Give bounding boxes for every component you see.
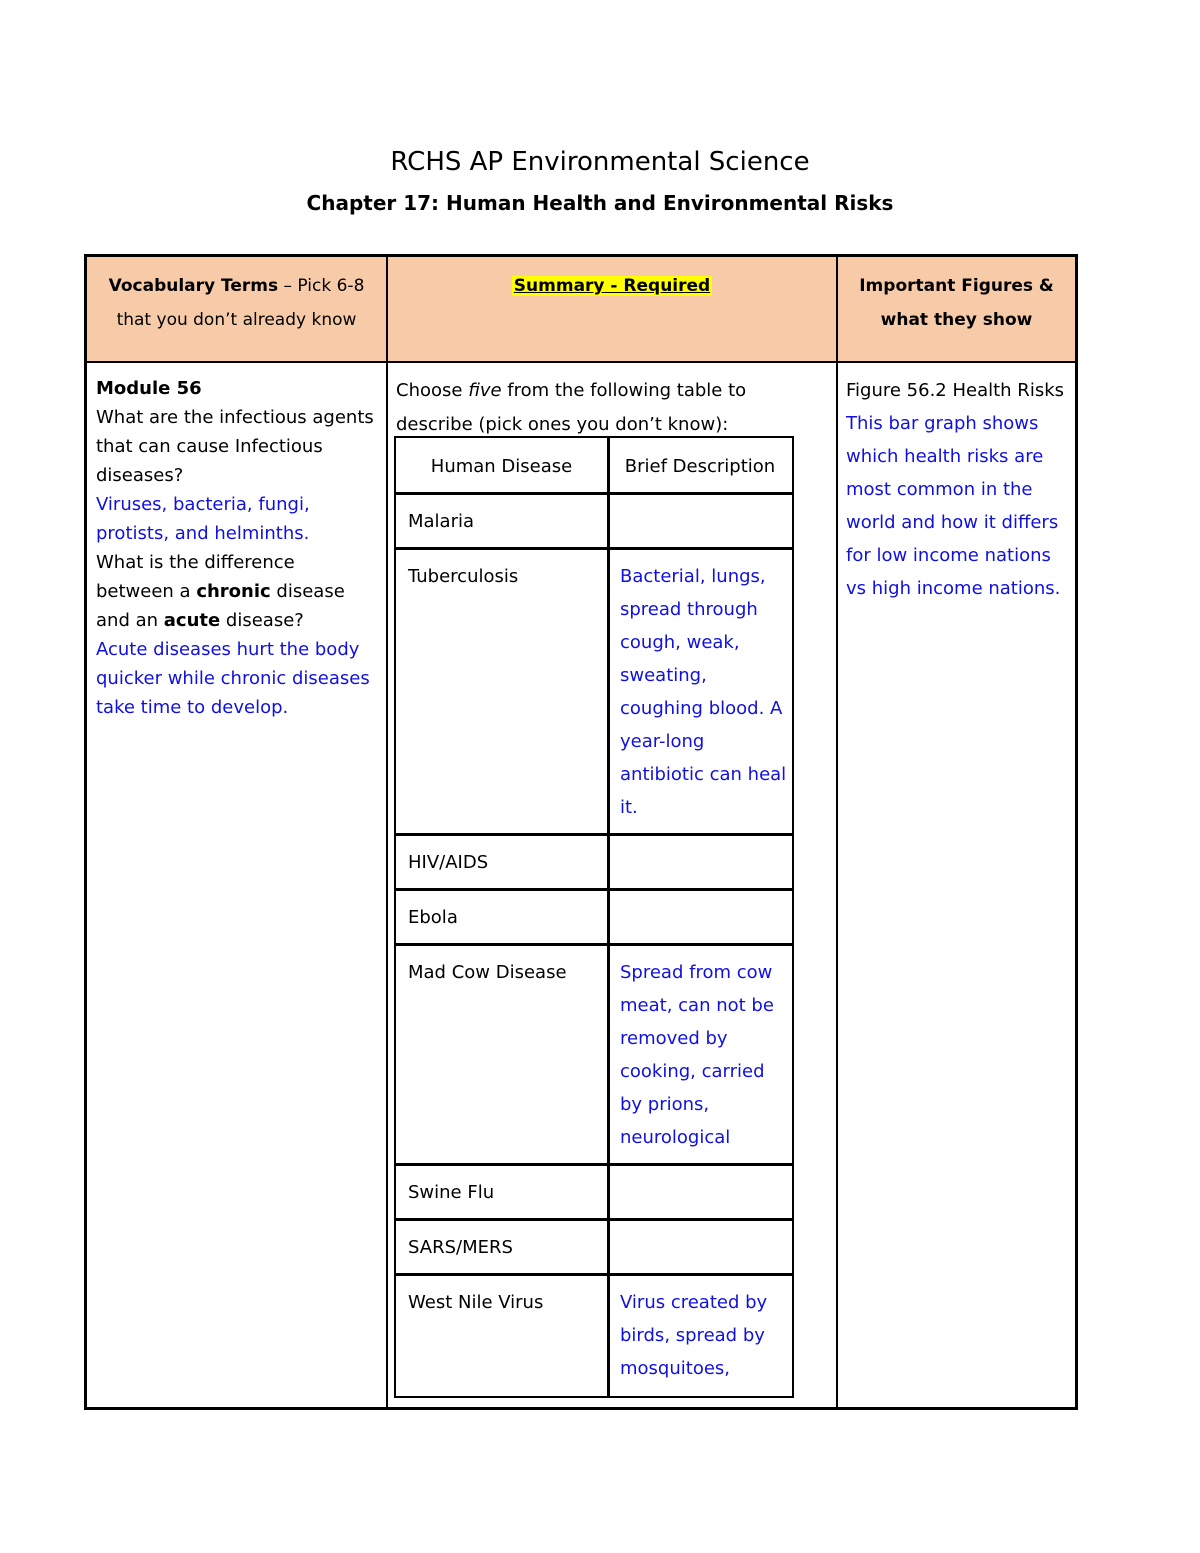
figures-header-line1: Important Figures & — [859, 276, 1054, 296]
disease-name: Malaria — [408, 511, 475, 532]
vocab-question-1: What are the infectious agents that can cause Infectious diseases? — [96, 407, 374, 486]
intro-five: five — [468, 380, 502, 401]
disease-name: SARS/MERS — [408, 1237, 513, 1258]
disease-table-header — [396, 438, 792, 495]
table-row — [396, 1221, 792, 1276]
vocab-header-line2: that you don’t already know — [116, 310, 357, 330]
column-divider-2 — [836, 257, 838, 1407]
page-subtitle: Chapter 17: Human Health and Environmental Risks — [306, 191, 894, 215]
vocab-question-2 — [96, 548, 378, 635]
disease-name: Mad Cow Disease — [408, 962, 567, 983]
page-title: RCHS AP Environmental Science — [390, 147, 810, 177]
vocab-column-header — [87, 269, 386, 337]
disease-name: Ebola — [408, 907, 458, 928]
vocab-answer-2: Acute diseases hurt the body quicker while chronic diseases take time to develop. — [96, 639, 370, 718]
disease-description: Bacterial, lungs, spread through cough, weak, sweating, coughing blood. A year-long antibiotic can heal it. — [620, 566, 787, 818]
disease-name: Tuberculosis — [408, 566, 519, 587]
disease-description: Virus created by birds, spread by mosquitoes, — [620, 1292, 768, 1379]
q2-chronic: chronic — [196, 581, 271, 602]
figure-title: Figure 56.2 Health Risks — [846, 380, 1064, 401]
q2-text-c: disease? — [220, 610, 304, 631]
q2-acute: acute — [163, 610, 221, 631]
vocab-answer-1: Viruses, bacteria, fungi, protists, and helminths. — [96, 494, 310, 544]
summary-column-header — [388, 269, 836, 303]
intro-text-b: from the following table to describe (pick ones you don’t know): — [396, 380, 747, 435]
disease-description: Spread from cow meat, can not be removed by cooking, carried by prions, neurological — [620, 962, 774, 1148]
figures-cell — [846, 374, 1070, 605]
col-header-disease: Human Disease — [430, 456, 573, 477]
intro-text-a: Choose — [396, 380, 469, 401]
figures-column-header — [838, 269, 1075, 337]
summary-intro — [396, 374, 816, 442]
module-label: Module 56 — [96, 378, 202, 399]
column-divider-1 — [386, 257, 388, 1407]
summary-required-label: Summary - Required — [513, 276, 711, 296]
table-row — [396, 1166, 792, 1221]
vocab-header-rest: – Pick 6-8 — [278, 276, 365, 296]
vocab-cell — [96, 374, 378, 722]
disease-table — [394, 436, 794, 1398]
table-row — [396, 495, 792, 550]
table-row — [396, 550, 792, 836]
table-row — [396, 891, 792, 946]
disease-name: HIV/AIDS — [408, 852, 489, 873]
figures-header-line2: what they show — [880, 310, 1033, 330]
disease-name: Swine Flu — [408, 1182, 495, 1203]
q2-text-a: What is the difference between a — [96, 552, 295, 602]
table-row — [396, 1276, 792, 1396]
table-row — [396, 946, 792, 1166]
disease-name: West Nile Virus — [408, 1292, 544, 1313]
col-header-description: Brief Description — [624, 456, 776, 477]
vocab-header-bold: Vocabulary Terms — [108, 276, 279, 296]
table-row — [396, 836, 792, 891]
figure-description: This bar graph shows which health risks are most common in the world and how it differs for low income nations vs high income nations. — [846, 413, 1061, 599]
q2-text-b: disease and an — [96, 581, 345, 631]
